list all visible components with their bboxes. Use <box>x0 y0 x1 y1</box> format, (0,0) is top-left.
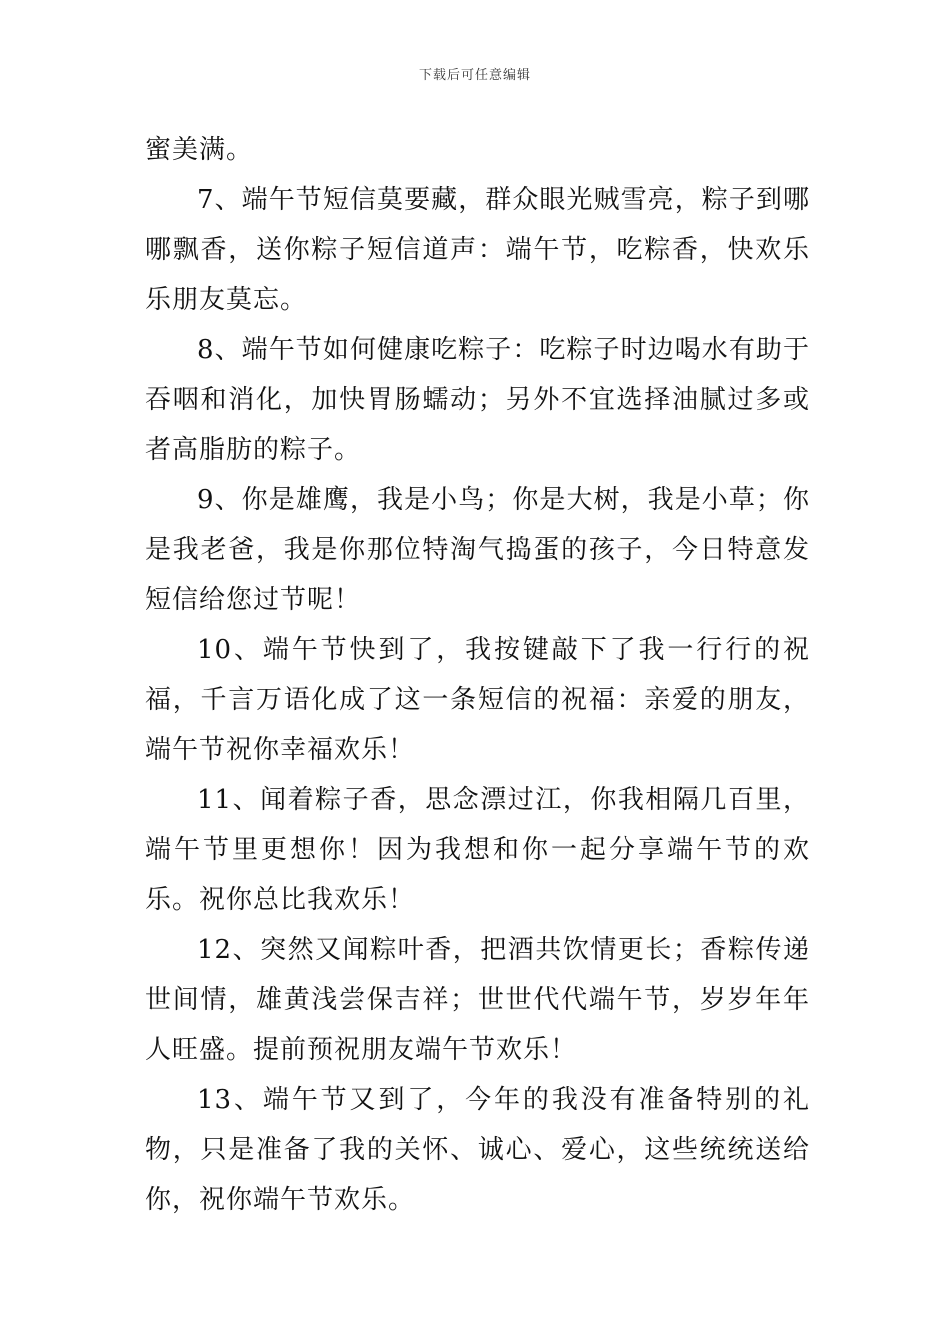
paragraph: 11、闻着粽子香，思念漂过江，你我相隔几百里，端午节里更想你！因为我想和你一起分享端午节的欢乐。祝你总比我欢乐！ <box>145 785 810 915</box>
paragraph: 10、端午节快到了，我按键敲下了我一行行的祝福，千言万语化成了这一条短信的祝福：亲爱的朋友，端午节祝你幸福欢乐！ <box>145 635 810 765</box>
paragraph: 蜜美满。 <box>145 135 254 165</box>
paragraph: 9、你是雄鹰，我是小鸟；你是大树，我是小草；你是我老爸，我是你那位特淘气捣蛋的孩子，今日特意发短信给您过节呢！ <box>145 485 810 615</box>
paragraph: 12、突然又闻粽叶香，把酒共饮情更长；香粽传递世间情，雄黄浅尝保吉祥；世世代代端午节，岁岁年年人旺盛。提前预祝朋友端午节欢乐！ <box>145 935 810 1065</box>
paragraph: 13、端午节又到了，今年的我没有准备特别的礼物，只是准备了我的关怀、诚心、爱心，这些统统送给你，祝你端午节欢乐。 <box>145 1085 810 1215</box>
page-header: 下载后可任意编辑 <box>418 68 531 83</box>
document-body <box>145 125 810 1225</box>
paragraph: 8、端午节如何健康吃粽子：吃粽子时边喝水有助于吞咽和消化，加快胃肠蠕动；另外不宜选择油腻过多或者高脂肪的粽子。 <box>145 335 810 465</box>
paragraph: 7、端午节短信莫要藏，群众眼光贼雪亮，粽子到哪哪飘香，送你粽子短信道声：端午节，吃粽香，快欢乐乐朋友莫忘。 <box>145 185 810 315</box>
